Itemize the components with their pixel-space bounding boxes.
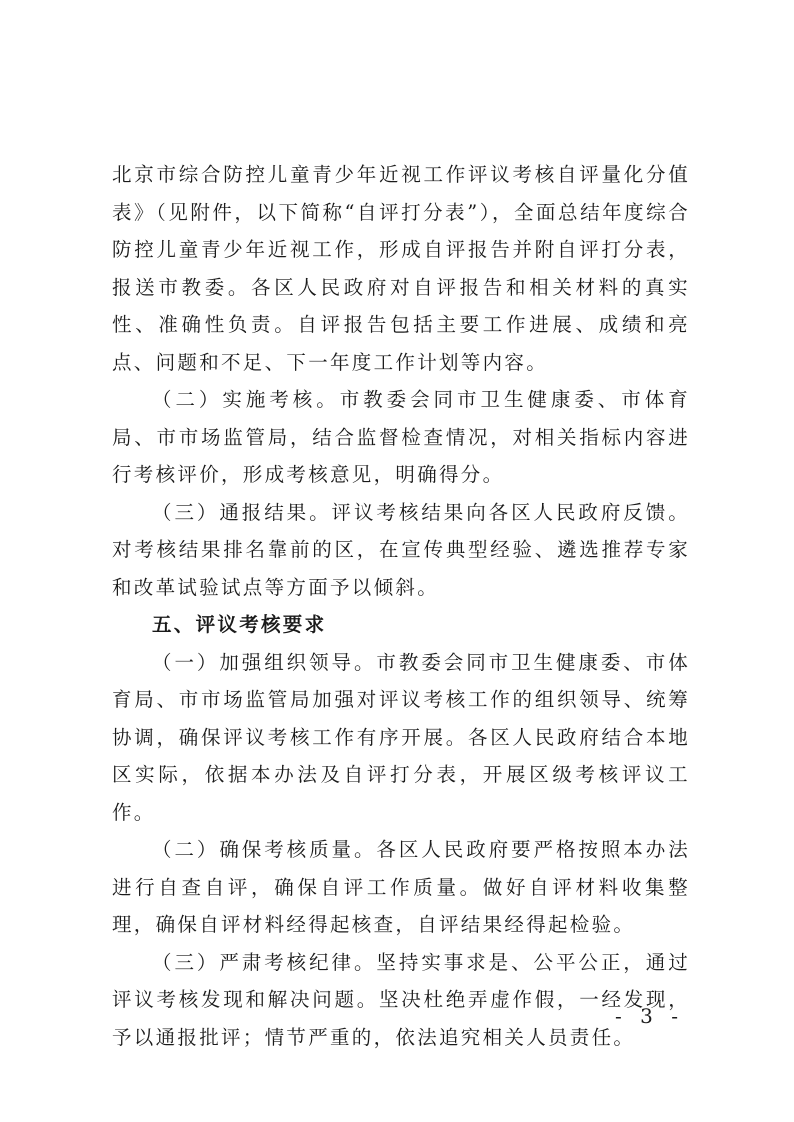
document-body [112, 156, 690, 1056]
section-heading-requirements: 五、评议考核要求 [152, 613, 327, 636]
paragraph-self-evaluation-continued: 北京市综合防控儿童青少年近视工作评议考核自评量化分值表》（见附件，以下简称“自评打分表”），全面总结年度综合防控儿童青少年近视工作，形成自评报告并附自评打分表，报送市教委。各区人民政府对自评报告和相关材料的真实性、准确性负责。自评报告包括主要工作进展、成绩和亮点、问题和不足、下一年度工作计划等内容。 [112, 163, 690, 374]
paragraph-report-results: （三）通报结果。评议考核结果向各区人民政府反馈。对考核结果排名靠前的区，在宣传典型经验、遴选推荐专家和改革试验试点等方面予以倾斜。 [112, 500, 690, 599]
page-number: - 3 - [615, 1004, 684, 1028]
paragraph-strengthen-leadership: （一）加强组织领导。市教委会同市卫生健康委、市体育局、市市场监管局加强对评议考核工作的组织领导、统筹协调，确保评议考核工作有序开展。各区人民政府结合本地区实际，依据本办法及自评打分表，开展区级考核评议工作。 [112, 650, 690, 824]
paragraph-strict-discipline: （三）严肃考核纪律。坚持实事求是、公平公正，通过评议考核发现和解决问题。坚决杜绝弄虚作假，一经发现，予以通报批评；情节严重的，依法追究相关人员责任。 [112, 950, 690, 1049]
paragraph-ensure-quality: （二）确保考核质量。各区人民政府要严格按照本办法进行自查自评，确保自评工作质量。做好自评材料收集整理，确保自评材料经得起核查，自评结果经得起检验。 [112, 838, 690, 936]
paragraph-implement-assessment: （二）实施考核。市教委会同市卫生健康委、市体育局、市市场监管局，结合监督检查情况，对相关指标内容进行考核评价，形成考核意见，明确得分。 [112, 388, 690, 486]
